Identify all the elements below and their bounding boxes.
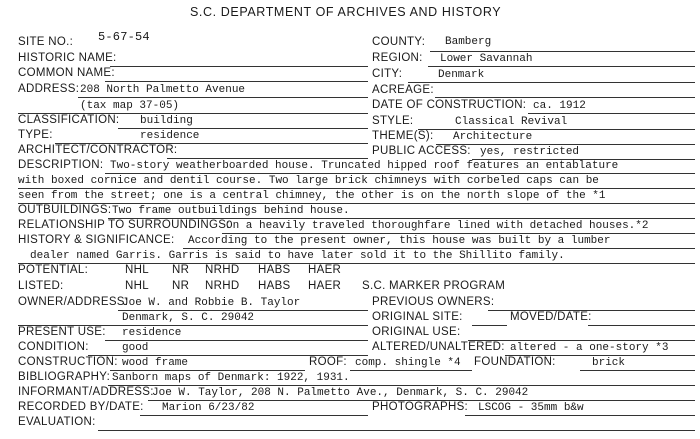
city-value: Denmark xyxy=(438,69,485,81)
bibliography-label: BIBLIOGRAPHY: xyxy=(18,371,111,383)
evaluation-line xyxy=(98,430,695,431)
history-line-2 xyxy=(18,263,695,264)
roof-value: comp. shingle *4 xyxy=(355,357,461,369)
region-value: Lower Savannah xyxy=(440,53,533,65)
present-use-label: PRESENT USE: xyxy=(18,326,106,338)
architect-line xyxy=(167,158,368,159)
county-line xyxy=(430,51,695,52)
informant-label: INFORMANT/ADDRESS: xyxy=(18,386,154,398)
outbuildings-value: Two frame outbuildings behind house. xyxy=(112,205,350,217)
marker-program-label: S.C. MARKER PROGRAM xyxy=(362,280,506,292)
potential-nr: NR xyxy=(172,264,190,276)
construction-label: CONSTRUCTION: xyxy=(18,356,118,368)
history-value-2: dealer named Garris. Garris is said to have later sold it to the Shillito family. xyxy=(30,250,565,262)
previous-owners-label: PREVIOUS OWNERS: xyxy=(372,296,495,308)
original-site-label: ORIGINAL SITE: xyxy=(372,311,463,323)
roof-label: ROOF: xyxy=(309,356,347,368)
card-title: S.C. DEPARTMENT OF ARCHIVES AND HISTORY xyxy=(190,5,502,19)
description-line-3 xyxy=(18,203,695,204)
moved-date-line xyxy=(588,325,695,326)
description-value-2: with boxed cornice and dentil course. Two large brick chimneys with corbeled caps can be xyxy=(18,175,599,187)
listed-nr: NR xyxy=(172,280,190,292)
acreage-line xyxy=(435,97,695,98)
themes-line xyxy=(436,144,695,145)
address-value-2: (tax map 37-05) xyxy=(80,100,180,112)
condition-value: good xyxy=(122,342,149,354)
original-site-line xyxy=(472,325,507,326)
listed-nhl: NHL xyxy=(125,280,149,292)
photographs-line xyxy=(465,415,695,416)
informant-value: Joe W. Taylor, 208 N. Palmetto Ave., Denmark, S. C. 29042 xyxy=(152,387,529,399)
city-label: CITY: xyxy=(372,68,403,80)
acreage-label: ACREAGE: xyxy=(372,84,434,96)
potential-label: POTENTIAL: xyxy=(18,264,89,276)
site-no-label: SITE NO.: xyxy=(18,36,74,48)
potential-nhl: NHL xyxy=(125,264,149,276)
photographs-value: LSCOG - 35mm b&w xyxy=(478,402,584,414)
recorded-by-line xyxy=(140,415,368,416)
present-use-line xyxy=(105,340,368,341)
historic-name-line xyxy=(110,66,368,67)
address-value-1: 208 North Palmetto Avenue xyxy=(80,84,246,96)
description-value-3: seen from the street; one is a central chimney, the other is on the north slope of the *1 xyxy=(18,190,606,202)
recorded-by-value: Marion 6/23/82 xyxy=(162,402,255,414)
classification-label: CLASSIFICATION: xyxy=(18,114,120,126)
style-value: Classical Revival xyxy=(455,116,568,128)
classification-line xyxy=(118,128,368,129)
outbuildings-label: OUTBUILDINGS: xyxy=(18,204,112,216)
original-use-label: ORIGINAL USE: xyxy=(372,326,461,338)
potential-nrhd: NRHD xyxy=(205,264,240,276)
listed-nrhd: NRHD xyxy=(205,280,240,292)
themes-value: Architecture xyxy=(453,131,533,143)
foundation-value: brick xyxy=(592,357,626,369)
history-value-1: According to the present owner, this house was built by a lumber xyxy=(188,235,611,247)
construction-value: wood frame xyxy=(122,357,189,369)
style-line xyxy=(418,129,695,130)
owner-address-label: OWNER/ADDRESS: xyxy=(18,296,129,308)
listed-label: LISTED: xyxy=(18,280,64,292)
recorded-by-label: RECORDED BY/DATE: xyxy=(18,401,144,413)
condition-label: CONDITION: xyxy=(18,341,89,353)
description-line-2 xyxy=(18,188,695,189)
historic-name-label: HISTORIC NAME: xyxy=(18,52,117,64)
date-of-construction-label: DATE OF CONSTRUCTION: xyxy=(372,99,527,111)
common-name-line xyxy=(105,81,368,82)
construction-line xyxy=(110,370,305,371)
owner-line-1 xyxy=(118,310,368,311)
public-access-value: yes, restricted xyxy=(480,146,580,158)
description-line-1 xyxy=(105,173,695,174)
foundation-label: FOUNDATION: xyxy=(474,356,556,368)
description-value-1: Two-story weatherboarded house. Truncated hipped roof features an entablature xyxy=(110,160,619,172)
relationship-value: On a heavily traveled thoroughfare lined with detached houses.*2 xyxy=(226,220,649,232)
type-value: residence xyxy=(140,130,200,142)
present-use-value: residence xyxy=(122,327,182,339)
evaluation-label: EVALUATION: xyxy=(18,416,96,428)
listed-haer: HAER xyxy=(308,280,342,292)
classification-value: building xyxy=(140,115,193,127)
date-of-construction-value: ca. 1912 xyxy=(533,100,586,112)
county-label: COUNTY: xyxy=(372,36,426,48)
roof-line xyxy=(350,370,472,371)
foundation-line xyxy=(580,370,695,371)
region-label: REGION: xyxy=(372,52,423,64)
public-access-label: PUBLIC ACCESS: xyxy=(372,145,471,157)
history-line-1 xyxy=(183,248,695,249)
relationship-line xyxy=(222,233,695,234)
altered-value: altered - a one-story *3 xyxy=(510,342,669,354)
owner-value-2: Denmark, S. C. 29042 xyxy=(122,312,255,324)
site-no-value: 5-67-54 xyxy=(98,30,150,44)
city-line xyxy=(408,82,695,83)
county-value: Bamberg xyxy=(445,36,492,48)
altered-label: ALTERED/UNALTERED: xyxy=(372,341,505,353)
themes-label: THEME(S): xyxy=(372,130,434,142)
description-label: DESCRIPTION: xyxy=(18,159,104,171)
potential-haer: HAER xyxy=(308,264,342,276)
address-line-1 xyxy=(78,97,368,98)
moved-date-label: MOVED/DATE: xyxy=(510,311,592,323)
relationship-label: RELATIONSHIP TO SURROUNDINGS: xyxy=(18,219,230,231)
owner-value-1: Joe W. and Robbie B. Taylor xyxy=(122,297,301,309)
potential-habs: HABS xyxy=(258,264,291,276)
photographs-label: PHOTOGRAPHS: xyxy=(372,401,469,413)
bibliography-value: Sanborn maps of Denmark: 1922, 1931. xyxy=(112,372,350,384)
date-of-construction-line xyxy=(528,113,695,114)
address-label: ADDRESS: xyxy=(18,83,80,95)
style-label: STYLE: xyxy=(372,115,414,127)
region-line xyxy=(428,66,695,67)
common-name-label: COMMON NAME: xyxy=(18,67,115,79)
bibliography-line xyxy=(108,385,695,386)
listed-habs: HABS xyxy=(258,280,291,292)
type-label: TYPE: xyxy=(18,129,53,141)
history-label: HISTORY & SIGNIFICANCE: xyxy=(18,234,175,246)
architect-label: ARCHITECT/CONTRACTOR: xyxy=(18,144,178,156)
